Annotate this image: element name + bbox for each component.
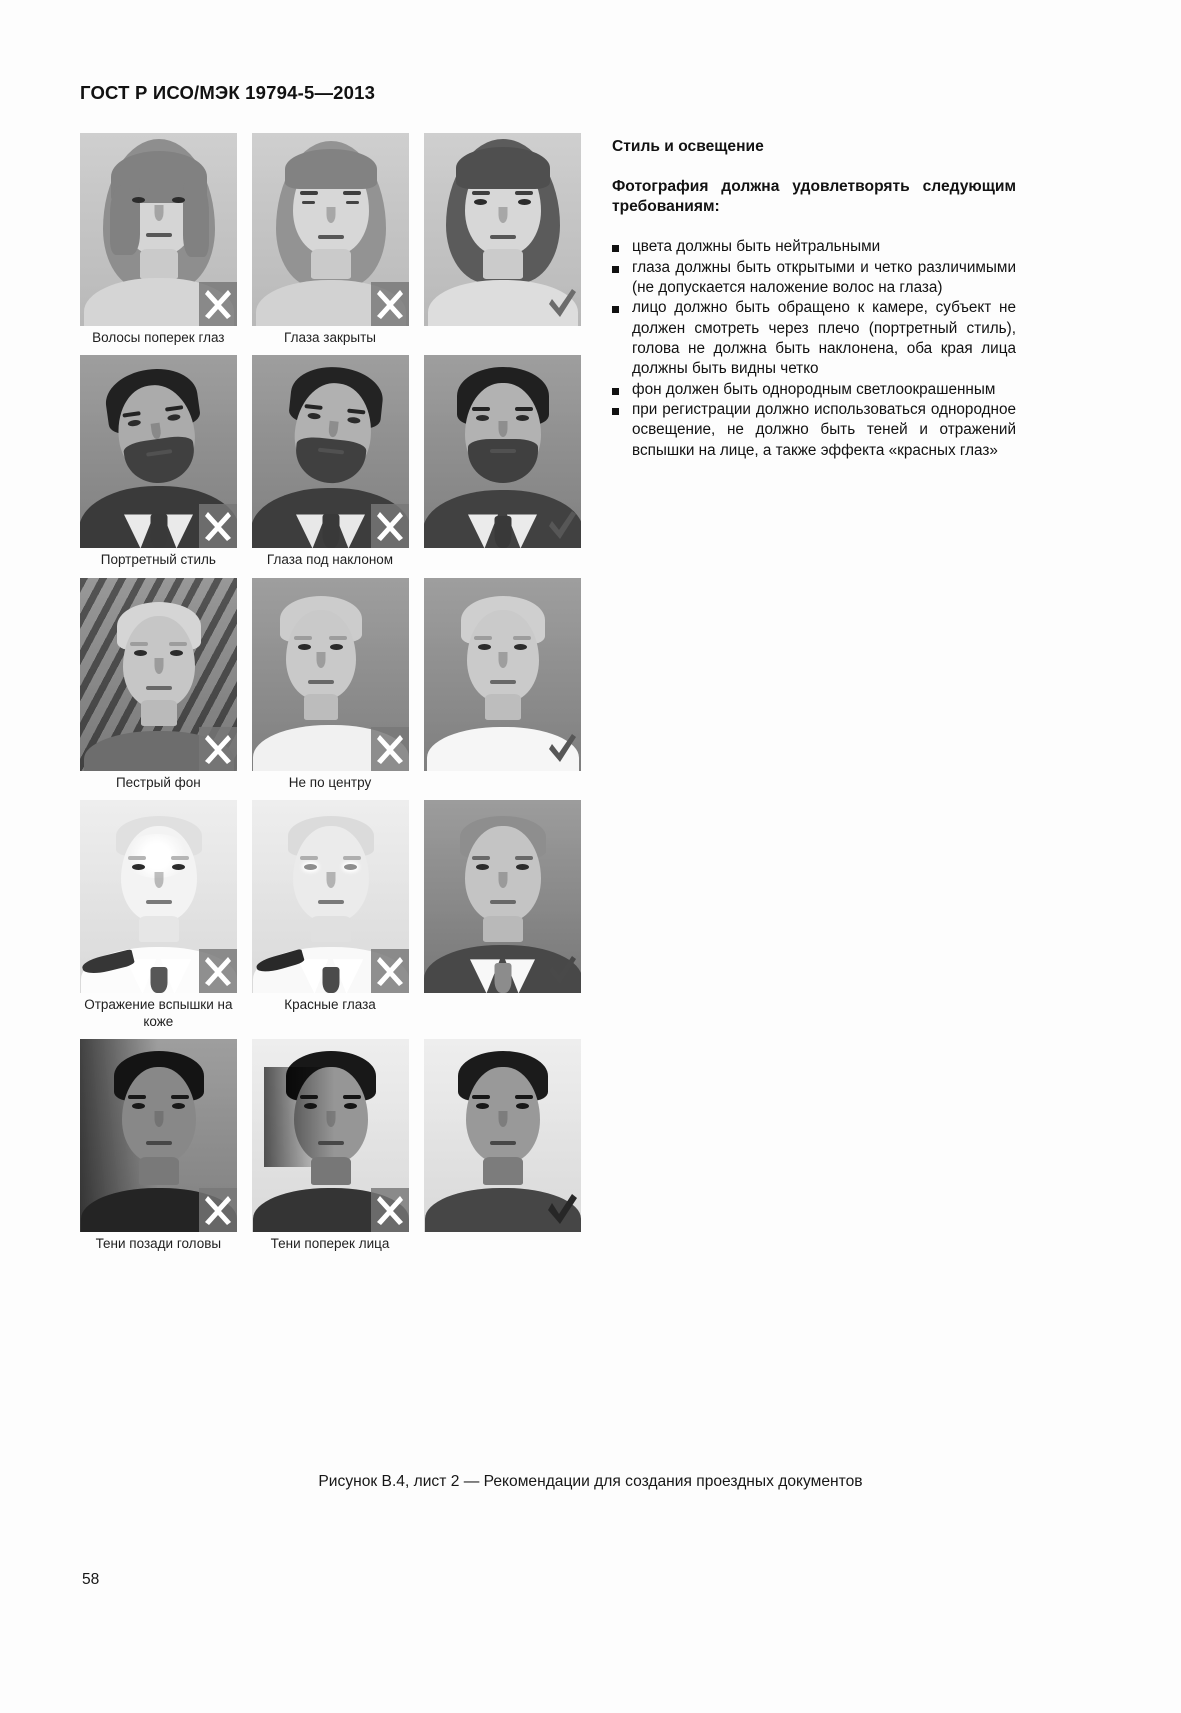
requirements-intro: Фотография должна удовлетворять следующим требованиям:: [612, 177, 1016, 216]
photo-cell: [252, 355, 409, 548]
portrait-photo-compliant-man: [424, 1039, 581, 1232]
section-heading-style-and-lighting: Стиль и освещение: [612, 138, 764, 155]
photo-caption: Портретный стиль: [100, 552, 216, 568]
photo-caption: Тени позади головы: [95, 1236, 222, 1252]
bullet-square-icon: [612, 388, 619, 395]
requirement-text: при регистрации должно использоваться однородное освещение, не должно быть теней и отражений вспышки на лице, а также эффекта «красных глаз»: [632, 400, 1016, 459]
accept-mark-icon: [543, 282, 581, 326]
photo-cell: [80, 355, 237, 548]
requirement-text: глаза должны быть открытыми и четко различимыми (не допускается наложение волос на глаза): [632, 258, 1016, 296]
figure-b4-sheet2: [80, 133, 580, 1262]
photo-cell: [252, 800, 409, 993]
reject-mark-icon: [199, 282, 237, 326]
photo-cell: [424, 355, 581, 548]
requirement-item: [612, 298, 1016, 379]
photo-caption: [423, 997, 580, 1030]
bullet-square-icon: [612, 245, 619, 252]
portrait-photo-red-eyes: [252, 800, 409, 993]
reject-mark-icon: [371, 949, 409, 993]
photo-caption: Глаза закрыты: [284, 330, 376, 345]
photo-row-flash-reflection: [80, 800, 580, 1030]
accept-mark-icon: [543, 727, 581, 771]
requirements-list: [612, 237, 1016, 461]
photo-row-portrait-style: [80, 355, 580, 568]
requirement-text: фон должен быть однородным светлоокрашенным: [632, 380, 996, 398]
reject-mark-icon: [371, 727, 409, 771]
page-number: 58: [82, 1571, 100, 1588]
photo-caption: Красные глаза: [284, 997, 376, 1013]
photo-cell: [424, 133, 581, 326]
photo-caption: [423, 1236, 580, 1252]
portrait-photo-hair-across-eyes: [80, 133, 237, 326]
photo-cell: [80, 1039, 237, 1232]
requirement-item: [612, 380, 1016, 400]
page-body: [0, 133, 1181, 1333]
photo-caption: Тени поперек лица: [270, 1236, 390, 1252]
requirement-text: лицо должно быть обращено к камере, субъект не должен смотреть через плечо (портретный стиль), голова не должна быть наклонена, оба края лица должны быть видны четко: [632, 299, 1016, 378]
portrait-photo-compliant-bearded-man: [424, 355, 581, 548]
photo-cell: [80, 800, 237, 993]
photo-row-hair-across-eyes: [80, 133, 580, 346]
requirement-text: цвета должны быть нейтральными: [632, 238, 881, 256]
portrait-photo-portrait-style: [80, 355, 237, 548]
portrait-photo-shadow-across-face: [252, 1039, 409, 1232]
requirement-item: [612, 237, 1016, 257]
reject-mark-icon: [199, 727, 237, 771]
reject-mark-icon: [371, 504, 409, 548]
portrait-photo-off-centre: [252, 578, 409, 771]
photo-cell: [424, 578, 581, 771]
reject-mark-icon: [371, 1188, 409, 1232]
photo-caption: Пестрый фон: [115, 774, 201, 790]
portrait-photo-compliant-man-suit: [424, 800, 581, 993]
photo-caption: [423, 552, 580, 568]
reject-mark-icon: [371, 282, 409, 326]
bullet-square-icon: [612, 306, 619, 313]
portrait-photo-flash-reflection: [80, 800, 237, 993]
portrait-photo-compliant-elderly-woman: [424, 578, 581, 771]
reject-mark-icon: [199, 1188, 237, 1232]
photo-row-shadows: [80, 1039, 580, 1252]
photo-caption: [423, 330, 580, 346]
portrait-photo-eyes-closed: [252, 133, 409, 326]
photo-cell: [80, 578, 237, 771]
photo-cell: [80, 133, 237, 326]
requirement-item: [612, 258, 1016, 299]
figure-caption: Рисунок В.4, лист 2 — Рекомендации для создания проездных документов: [318, 1473, 863, 1490]
accept-mark-icon: [543, 1188, 581, 1232]
photo-cell: [424, 1039, 581, 1232]
accept-mark-icon: [543, 504, 581, 548]
bullet-square-icon: [612, 266, 619, 273]
bullet-square-icon: [612, 408, 619, 415]
photo-row-busy-background: [80, 578, 580, 791]
portrait-photo-busy-background: [80, 578, 237, 771]
document-header-standard-number: ГОСТ Р ИСО/МЭК 19794-5—2013: [80, 82, 376, 103]
reject-mark-icon: [199, 504, 237, 548]
photo-cell: [252, 133, 409, 326]
photo-caption: Отражение вспышки на коже: [84, 997, 233, 1029]
photo-cell: [252, 1039, 409, 1232]
reject-mark-icon: [199, 949, 237, 993]
photo-caption: [423, 775, 580, 791]
accept-mark-icon: [543, 949, 581, 993]
requirement-item: [612, 400, 1016, 461]
photo-caption: Волосы поперек глаз: [92, 330, 225, 345]
portrait-photo-tilted-eyes: [252, 355, 409, 548]
photo-cell: [424, 800, 581, 993]
requirements-text-column: [612, 137, 1016, 461]
photo-cell: [252, 578, 409, 771]
portrait-photo-shadow-behind-head: [80, 1039, 237, 1232]
photo-caption: Не по центру: [288, 774, 372, 790]
portrait-photo-compliant-woman: [424, 133, 581, 326]
photo-caption: Глаза под наклоном: [266, 552, 394, 568]
